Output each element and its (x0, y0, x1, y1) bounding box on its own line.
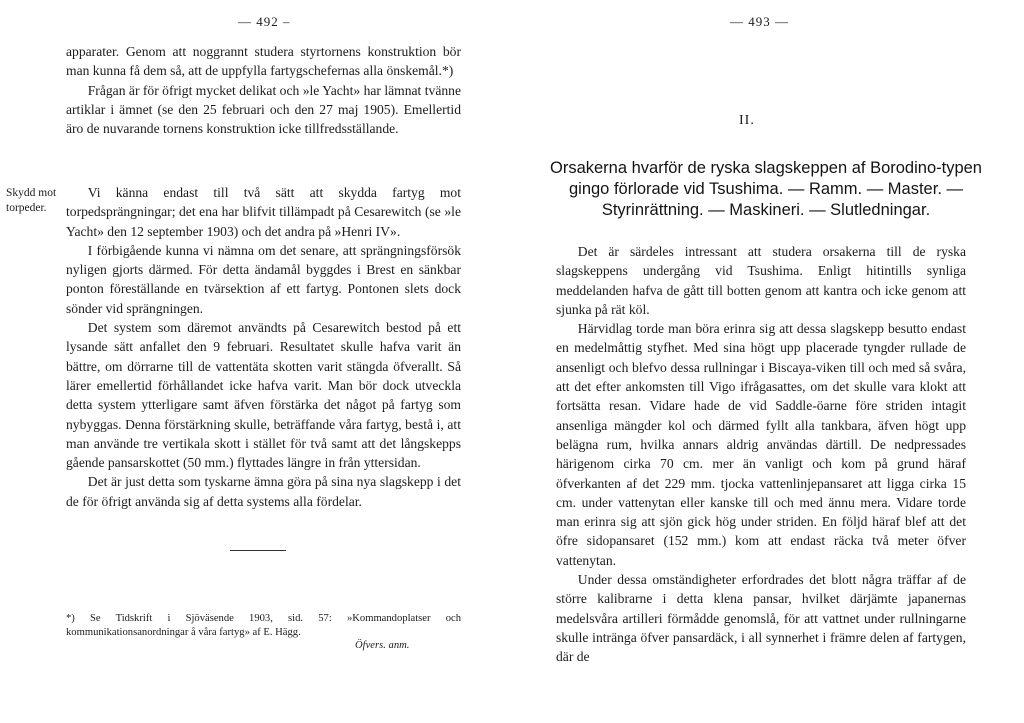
footnote: *) Se Tidskrift i Sjöväsende 1903, sid. 57: »Kommandoplatser och kommunikationsanordningar å våra fartyg» af E. Hägg. (66, 613, 461, 638)
margin-note: Skydd mot torpeder. (6, 187, 57, 214)
text-column (66, 183, 461, 511)
text-column (556, 242, 966, 667)
page-number: — 492 – (238, 14, 291, 29)
paragraph: Det är just detta som tyskarne ämna göra på sina nya slagskepp i det de för öfrigt använda sig af detta systems alla fördelar. (66, 474, 461, 509)
footnote-rule (230, 550, 286, 551)
chapter-number: II. (739, 113, 755, 128)
chapter-title: Orsakerna hvarför de ryska slagskeppen af Borodino-typen gingo förlorade vid Tsushima. — Ramm. — Master. — Styrinrättning. — Maskineri. — Slutledningar. (550, 159, 982, 219)
paragraph: Vi känna endast till två sätt att skydda fartyg mot torpedsprängningar; det ena har blifvit tillämpadt på Cesarewitch (se »le Yacht» den 12 september 1903) och det andra på »Henri IV». (66, 185, 461, 239)
paragraph: apparater. Genom att noggrannt studera styrtornens konstruktion bör man kunna få dem så, att de uppfylla fartygschefernas alla önskemål.*) (66, 44, 461, 79)
paragraph: Under dessa omständigheter erfordrades det blott några träffar af de större kalibrarne i detta klena pansar, hvilket därjämte japanernas medelsvåra artilleri förmådde genomslå, för att vattnet under rullningarne skulle intränga öfver pansardäck, i all synnerhet i främre delen af fartygen, där de (556, 572, 966, 665)
paragraph: I förbigående kunna vi nämna om det senare, att sprängningsförsök nyligen gjorts därmed. För detta ändamål byggdes i Brest en sänkbar ponton föreställande en tvärsektion af ett fartyg. Pontonen slets dock sönder vid sprängningen. (66, 242, 461, 316)
right-page (512, 0, 1024, 723)
paragraph: Frågan är för öfrigt mycket delikat och »le Yacht» har lämnat tvänne artiklar i ämnet (se den 25 februari och den 27 maj 1905). Emellertid äro de nuvarande tornens konstruktion icke tillfredsställande. (66, 82, 461, 137)
paragraph: Det system som däremot användts på Cesarewitch bestod på ett lysande sätt anfallet den 9 februari. Resultatet skulle hafva varit än bättre, om dörrarne till de vattentäta skotten varit stängda öfverallt. Så lärer emellertid förhållandet icke hafva varit. Man bör dock utveckla detta system ytterligare samt äfven förstärka det något på fartyg som nybyggas. Denna förstärkning skulle, beträffande våra fartyg, bestå i, att man använde tre vertikala skott i stället för två samt att det långskepps gående pansarskottet (50 mm.) flyttades längre in från yttersidan. (66, 320, 461, 471)
footnote-signature: Öfvers. anm. (355, 640, 410, 651)
text-column (66, 42, 461, 138)
page-number: — 493 — (730, 14, 789, 29)
paragraph: Härvidlag torde man böra erinra sig att dessa slagskepp besutto endast en medelmåttig styfhet. Med sina högt upp placerade tyngder rullade de ansenligt och blefvo dessa rullningar i Biscaya-viken till och med så svåra, att det efter ankomsten till Vigo ifrågasattes, om det skulle vara klokt att fortsätta resan. Vidare hade de vid Saddle-öarne före striden intagit ansenliga mängder kol och därmed fyllt alla tankbara, äfven högt upp belägna rum, hvilka annars aldrig användas därtill. De nedpressades härigenom cirka 70 cm. mer än vanligt och kom på grund häraf öfverkanten af det 229 mm. tjocka vattenlinjepansaret att ligga cirka 15 cm. under vattenytan eller kanske till och med ännu mera. Vidare torde man erinra sig att sjön gick hög under striden. En följd häraf blef att det öfre sidopansaret (152 mm.) kom att endast räcka två meter öfver vattenytan. (556, 321, 966, 568)
paragraph: Det är särdeles intressant att studera orsakerna till de ryska slagskeppens undergång vid Tsushima. Enligt hitintills synliga meddelanden hafva de gått till botten genom att kantra och icke genom att sjunka på rät köl. (556, 244, 966, 317)
